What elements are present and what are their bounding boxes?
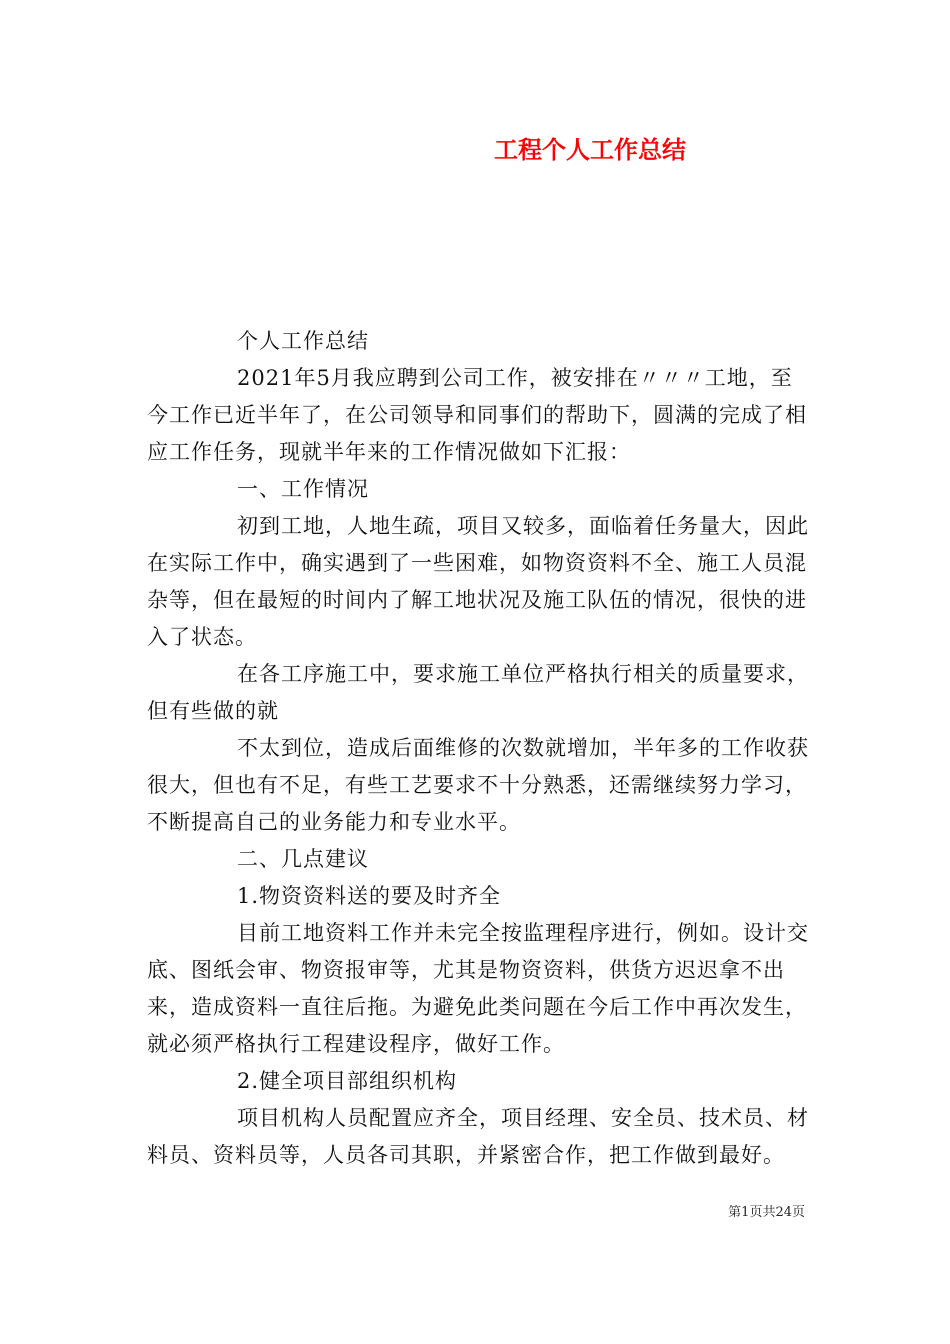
section-heading: 二、几点建议 (237, 847, 369, 871)
paragraph: 2021年5月我应聘到公司工作，被安排在〃〃〃工地，至今工作已近半年了，在公司领导和同事们的帮助下，圆满的完成了相应工作任务，现就半年来的工作情况做如下汇报： (147, 366, 807, 464)
page-number: 第1页共24页 (728, 1205, 805, 1220)
paragraph: 初到工地，人地生疏，项目又较多，面临着任务量大，因此在实际工作中，确实遇到了一些困难，如物资资料不全、施工人员混杂等，但在最短的时间内了解工地状况及施工队伍的情况，很快的进入了状态。 (147, 514, 809, 649)
subsection-heading: 1.物资资料送的要及时齐全 (237, 884, 502, 908)
document-title: 工程个人工作总结 (494, 135, 686, 164)
paragraph: 在各工序施工中，要求施工单位严格执行相关的质量要求，但有些做的就 (147, 662, 809, 723)
document-body (147, 323, 811, 1174)
paragraph: 不太到位，造成后面维修的次数就增加，半年多的工作收获很大，但也有不足，有些工艺要求不十分熟悉，还需继续努力学习，不断提高自己的业务能力和专业水平。 (147, 736, 809, 834)
subsection-heading: 2.健全项目部组织机构 (237, 1069, 458, 1093)
section-heading: 一、工作情况 (237, 477, 369, 501)
paragraph: 项目机构人员配置应齐全，项目经理、安全员、技术员、材料员、资料员等，人员各司其职，并紧密合作，把工作做到最好。 (147, 1106, 809, 1167)
paragraph-heading: 个人工作总结 (237, 329, 369, 353)
paragraph: 目前工地资料工作并未完全按监理程序进行，例如。设计交底、图纸会审、物资报审等，尤其是物资资料，供货方迟迟拿不出来，造成资料一直往后拖。为避免此类问题在今后工作中再次发生，就必须严格执行工程建设程序，做好工作。 (147, 921, 809, 1056)
